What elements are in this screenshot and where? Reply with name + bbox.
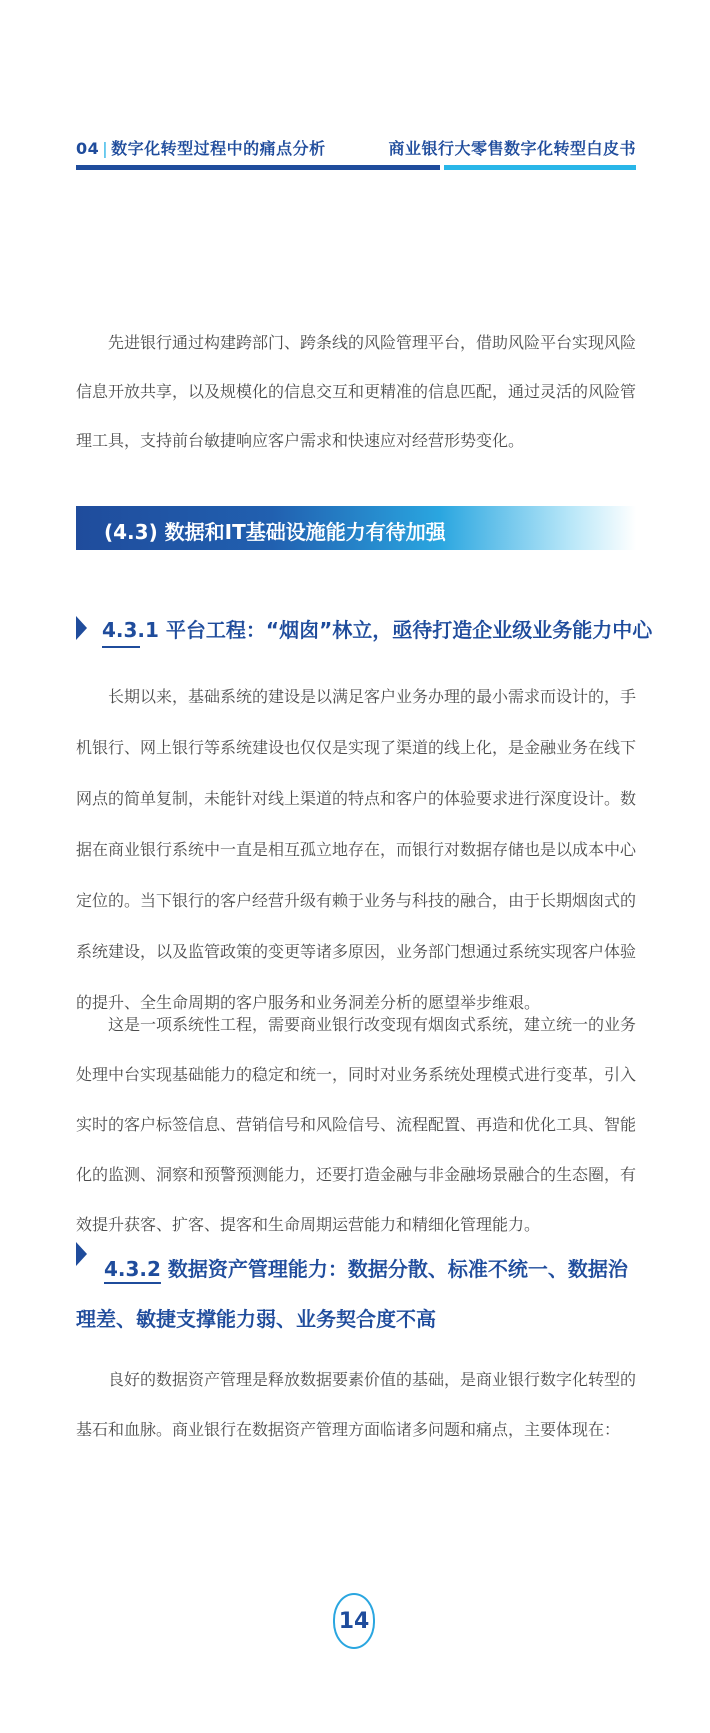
subheading-4-3-1 bbox=[102, 614, 652, 643]
intro-paragraph: 先进银行通过构建跨部门、跨条线的风险管理平台，借助风险平台实现风险信息开放共享，以及规模化的信息交互和更精准的信息匹配，通过灵活的风险管理工具，支持前台敏捷响应客户需求和快速应对经营形势变化。 bbox=[76, 333, 637, 450]
chapter-separator: | bbox=[102, 139, 109, 158]
subheading-marker-icon bbox=[76, 616, 87, 640]
body-paragraph: 良好的数据资产管理是释放数据要素价值的基础，是商业银行数字化转型的基石和血脉。商业银行在数据资产管理方面临诸多问题和痛点，主要体现在： bbox=[76, 1370, 637, 1439]
chapter-number: 04 bbox=[76, 139, 100, 158]
book-title: 商业银行大零售数字化转型白皮书 bbox=[388, 139, 636, 158]
chapter-title: 数字化转型过程中的痛点分析 bbox=[111, 139, 326, 158]
chapter-label bbox=[76, 136, 326, 159]
subheading-4-3-2 bbox=[76, 1244, 636, 1344]
section-banner-title: (4.3) 数据和IT基础设施能力有待加强 bbox=[104, 520, 446, 544]
header-rule-left bbox=[76, 165, 440, 170]
subheading-title: 平台工程：“烟囱”林立，亟待打造企业级业务能力中心 bbox=[165, 618, 653, 642]
subheading-number: 4.3.2 bbox=[104, 1257, 161, 1281]
header-rule-right bbox=[444, 165, 636, 170]
body-paragraph: 这是一项系统性工程，需要商业银行改变现有烟囱式系统，建立统一的业务处理中台实现基础能力的稳定和统一，同时对业务系统处理模式进行变革，引入实时的客户标签信息、营销信号和风险信号、流程配置、再造和优化工具、智能化的监测、洞察和预警预测能力，还要打造金融与非金融场景融合的生态圈，有效提升获客、扩客、提客和生命周期运营能力和精细化管理能力。 bbox=[76, 1015, 637, 1234]
page-number: 14 bbox=[333, 1593, 375, 1649]
subheading-number: 4.3.1 bbox=[102, 618, 159, 642]
body-paragraph: 长期以来，基础系统的建设是以满足客户业务办理的最小需求而设计的，手机银行、网上银行等系统建设也仅仅是实现了渠道的线上化，是金融业务在线下网点的简单复制，未能针对线上渠道的特点和客户的体验要求进行深度设计。数据在商业银行系统中一直是相互孤立地存在，而银行对数据存储也是以成本中心定位的。当下银行的客户经营升级有赖于业务与科技的融合，由于长期烟囱式的系统建设，以及监管政策的变更等诸多原因，业务部门想通过系统实现客户体验的提升、全生命周期的客户服务和业务洞差分析的愿望举步维艰。 bbox=[76, 687, 637, 1012]
page-header bbox=[76, 136, 636, 166]
section-banner bbox=[76, 506, 636, 550]
subheading-underline bbox=[102, 646, 140, 648]
subheading-title: 数据资产管理能力：数据分散、标准不统一、数据治理差、敏捷支撑能力弱、业务契合度不高 bbox=[76, 1257, 628, 1331]
